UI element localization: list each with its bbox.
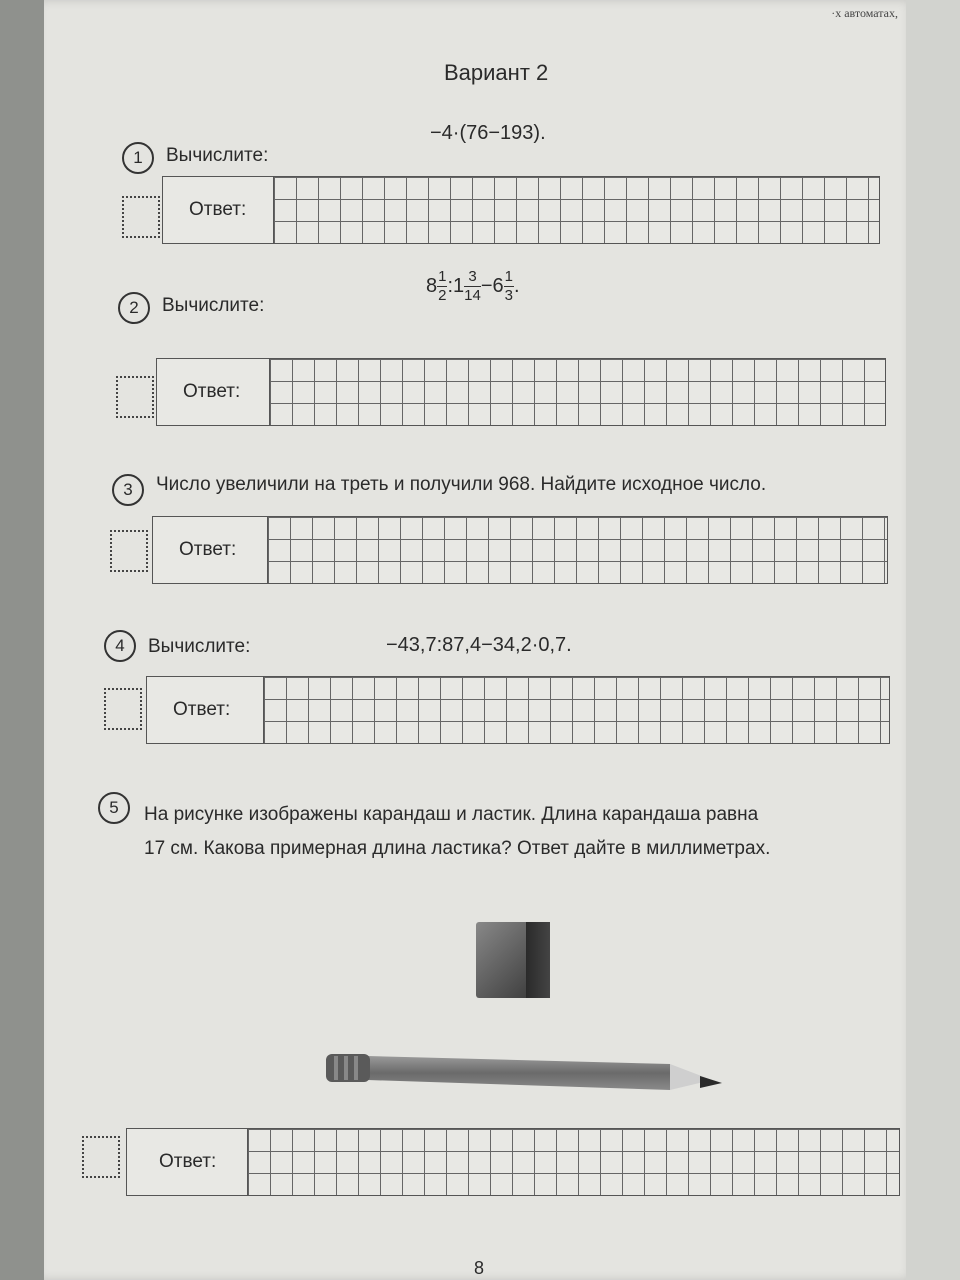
task-4-answer-block xyxy=(146,676,890,744)
task-1-text: Вычислите: xyxy=(166,145,269,166)
task-1-answer-label: Ответ: xyxy=(189,199,247,220)
task-number-5: 5 xyxy=(98,792,130,824)
task-1-expression: −4·(76−193). xyxy=(430,122,546,144)
task-5-answer-block xyxy=(126,1128,900,1196)
task-2-text: Вычислите: xyxy=(162,295,265,316)
task-5-text-line1: На рисунке изображены карандаш и ластик. Длина карандаша равна xyxy=(144,804,759,825)
task-5-text-line2: 17 см. Какова примерная длина ластика? Ответ дайте в миллиметрах. xyxy=(144,838,771,859)
task-3-text: Число увеличили на треть и получили 968. Найдите исходное число. xyxy=(156,474,767,495)
task-2-answer-block xyxy=(156,358,886,426)
pencil-image xyxy=(320,1050,730,1104)
task-5-answer-grid[interactable] xyxy=(247,1129,899,1195)
task-2-answer-label: Ответ: xyxy=(183,381,241,402)
task-4-answer-grid[interactable] xyxy=(263,677,889,743)
task-2-expression: 8 $\frac{1}{2}$ :1 $\frac{3}{14}$ −6 $\frac{1}{3}$ . xyxy=(426,268,520,304)
task-number-4: 4 xyxy=(104,630,136,662)
task-4-answer-label: Ответ: xyxy=(173,699,231,720)
task-2-answer-grid[interactable] xyxy=(269,359,885,425)
task-5-answer-label: Ответ: xyxy=(159,1151,217,1172)
task-number-2: 2 xyxy=(118,292,150,324)
task-1-check-box xyxy=(122,196,160,238)
page-number: 8 xyxy=(474,1258,485,1278)
task-3-answer-label: Ответ: xyxy=(179,539,237,560)
task-3-answer-grid[interactable] xyxy=(267,517,887,583)
task-1-answer-grid[interactable] xyxy=(273,177,879,243)
corner-text: ·х автоматах, xyxy=(831,6,898,20)
task-5-check-box xyxy=(82,1136,120,1178)
task-number-1: 1 xyxy=(122,142,154,174)
task-3-answer-block xyxy=(152,516,888,584)
task-3-check-box xyxy=(110,530,148,572)
task-4-text: Вычислите: xyxy=(148,636,251,657)
eraser-image xyxy=(476,922,550,998)
task-4-expression: −43,7:87,4−34,2·0,7. xyxy=(386,634,572,656)
task-number-3: 3 xyxy=(112,474,144,506)
task-1-answer-block xyxy=(162,176,880,244)
next-page-edge xyxy=(906,0,960,1280)
task-4-check-box xyxy=(104,688,142,730)
task-2-check-box xyxy=(116,376,154,418)
page-title: Вариант 2 xyxy=(444,60,549,85)
